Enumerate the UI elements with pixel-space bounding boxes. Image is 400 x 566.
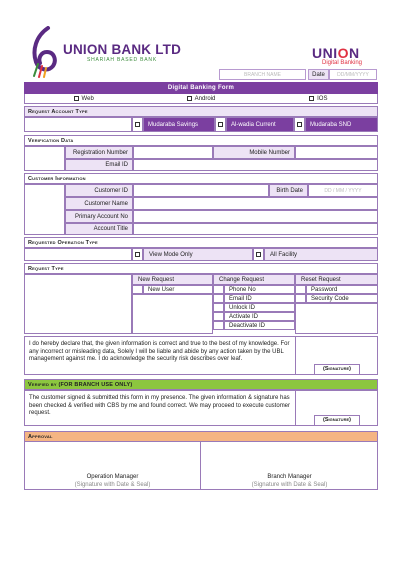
brand-subtitle: Digital Banking <box>322 60 363 66</box>
activate-id-check-cell[interactable] <box>213 312 224 321</box>
verification-spacer <box>24 146 65 171</box>
device-android-label: Android <box>194 95 216 102</box>
change-request-column-header: Change Request <box>213 274 295 285</box>
device-android[interactable] <box>142 94 259 103</box>
birth-date-label: Birth Date <box>269 184 308 197</box>
operation-manager-title: Operation Manager <box>86 474 139 480</box>
device-web[interactable] <box>25 94 142 103</box>
device-selection-row <box>24 94 378 104</box>
date-field[interactable]: DD/MM/YYYY <box>329 69 377 80</box>
operation-spacer <box>24 248 132 261</box>
deactivate-id-option[interactable]: Deactivate ID <box>224 321 295 330</box>
email-id-label: Email ID <box>65 159 133 171</box>
alwadia-current-checkbox[interactable] <box>218 122 223 127</box>
all-facility-check-cell[interactable] <box>253 248 264 261</box>
new-user-check-cell[interactable] <box>132 285 143 294</box>
customer-info-spacer <box>24 184 65 235</box>
union-bank-logo-icon <box>28 26 60 78</box>
deactivate-id-check-cell[interactable] <box>213 321 224 330</box>
birth-date-input[interactable]: DD / MM / YYYY <box>308 184 378 197</box>
branch-manager-title: Branch Manager <box>267 474 312 480</box>
operation-type-header: Requested Operation Type <box>24 237 378 248</box>
customer-id-label: Customer ID <box>65 184 133 197</box>
all-facility-option[interactable]: All Facility <box>264 248 378 261</box>
unlock-id-check-cell[interactable] <box>213 303 224 312</box>
request-type-header: Request Type <box>24 263 378 274</box>
unlock-id-option[interactable]: Unlock ID <box>224 303 295 312</box>
device-ios-label: IOS <box>317 95 328 102</box>
customer-signature-label: (Signature) <box>314 364 360 375</box>
mudaraba-savings-option[interactable]: Mudaraba Savings <box>143 117 215 132</box>
change-email-option[interactable]: Email ID <box>224 294 295 303</box>
email-id-input[interactable] <box>133 159 378 171</box>
form-title: Digital Banking Form <box>24 82 378 94</box>
request-type-spacer <box>24 274 132 334</box>
account-type-header: Request Account Type <box>24 106 378 117</box>
brand-union-o: O <box>337 45 350 61</box>
account-type-spacer <box>24 117 132 132</box>
primary-account-input[interactable] <box>133 210 378 223</box>
mobile-number-input[interactable] <box>295 146 378 159</box>
reset-password-option[interactable]: Password <box>306 285 378 294</box>
new-request-column-header: New Request <box>132 274 213 285</box>
mudaraba-snd-checkbox[interactable] <box>297 122 302 127</box>
password-check-cell[interactable] <box>295 285 306 294</box>
operation-manager-signature[interactable]: (Signature with Date & Seal) <box>74 482 151 488</box>
mudaraba-snd-check-cell[interactable] <box>294 117 305 132</box>
bank-name: UNION BANK LTD <box>63 42 182 57</box>
officer-signature-label: (Signature) <box>314 415 360 426</box>
mudaraba-snd-option[interactable]: Mudaraba SND <box>305 117 378 132</box>
new-user-option[interactable]: New User <box>143 285 213 294</box>
bank-tagline: SHARIAH BASED BANK <box>87 57 157 63</box>
reset-request-spacer <box>295 303 378 334</box>
customer-name-input[interactable] <box>133 197 378 210</box>
brand-union-post: N <box>349 45 360 61</box>
date-label: Date <box>308 69 329 80</box>
mudaraba-savings-checkbox[interactable] <box>135 122 140 127</box>
mudaraba-savings-check-cell[interactable] <box>132 117 143 132</box>
view-mode-option[interactable]: View Mode Only <box>143 248 253 261</box>
email-id-check-cell[interactable] <box>213 294 224 303</box>
verified-by-header: Verified by (FOR BRANCH USE ONLY) <box>24 379 378 390</box>
alwadia-current-option[interactable]: Al-wadia Current <box>226 117 294 132</box>
change-phone-option[interactable]: Phone No <box>224 285 295 294</box>
phone-no-check-cell[interactable] <box>213 285 224 294</box>
primary-account-label: Primary Account No <box>65 210 133 223</box>
security-code-check-cell[interactable] <box>295 294 306 303</box>
device-web-label: Web <box>81 95 94 102</box>
device-ios[interactable] <box>260 94 377 103</box>
account-title-input[interactable] <box>133 223 378 235</box>
registration-number-label: Registration Number <box>65 146 133 159</box>
branch-name-field[interactable]: BRANCH NAME <box>219 69 306 80</box>
activate-id-option[interactable]: Activate ID <box>224 312 295 321</box>
view-mode-check-cell[interactable] <box>132 248 143 261</box>
registration-number-input[interactable] <box>133 146 213 159</box>
branch-manager-signature[interactable]: (Signature with Date & Seal) <box>251 482 328 488</box>
verification-header: Verification Data <box>24 135 378 146</box>
approval-header: Approval <box>24 431 378 442</box>
customer-name-label: Customer Name <box>65 197 133 210</box>
android-checkbox[interactable] <box>187 96 192 101</box>
all-facility-checkbox[interactable] <box>256 252 261 257</box>
reset-security-code-option[interactable]: Security Code <box>306 294 378 303</box>
ios-checkbox[interactable] <box>309 96 314 101</box>
new-request-spacer <box>132 294 213 334</box>
reset-request-column-header: Reset Request <box>295 274 378 285</box>
account-title-label: Account Title <box>65 223 133 235</box>
alwadia-current-check-cell[interactable] <box>215 117 226 132</box>
customer-id-input[interactable] <box>133 184 269 197</box>
view-mode-checkbox[interactable] <box>135 252 140 257</box>
verified-by-text: The customer signed & submitted this form in my presence. The given information & signature has been checked & verified with CBS by me and found correct. We may proceed to execute customer request. <box>24 390 295 426</box>
customer-info-header: Customer Information <box>24 173 378 184</box>
web-checkbox[interactable] <box>74 96 79 101</box>
mobile-number-label: Mobile Number <box>213 146 295 159</box>
union-brand-logo <box>312 45 360 61</box>
declaration-text: I do hereby declare that, the given information is correct and true to the best of my knowledge. For any incorrect or misleading data, Solely I will be liable and abide by any action taken by the UBL management against me. I do acknowledge the security risk describes over leaf. <box>24 336 295 375</box>
brand-union-pre: UNI <box>312 45 338 61</box>
